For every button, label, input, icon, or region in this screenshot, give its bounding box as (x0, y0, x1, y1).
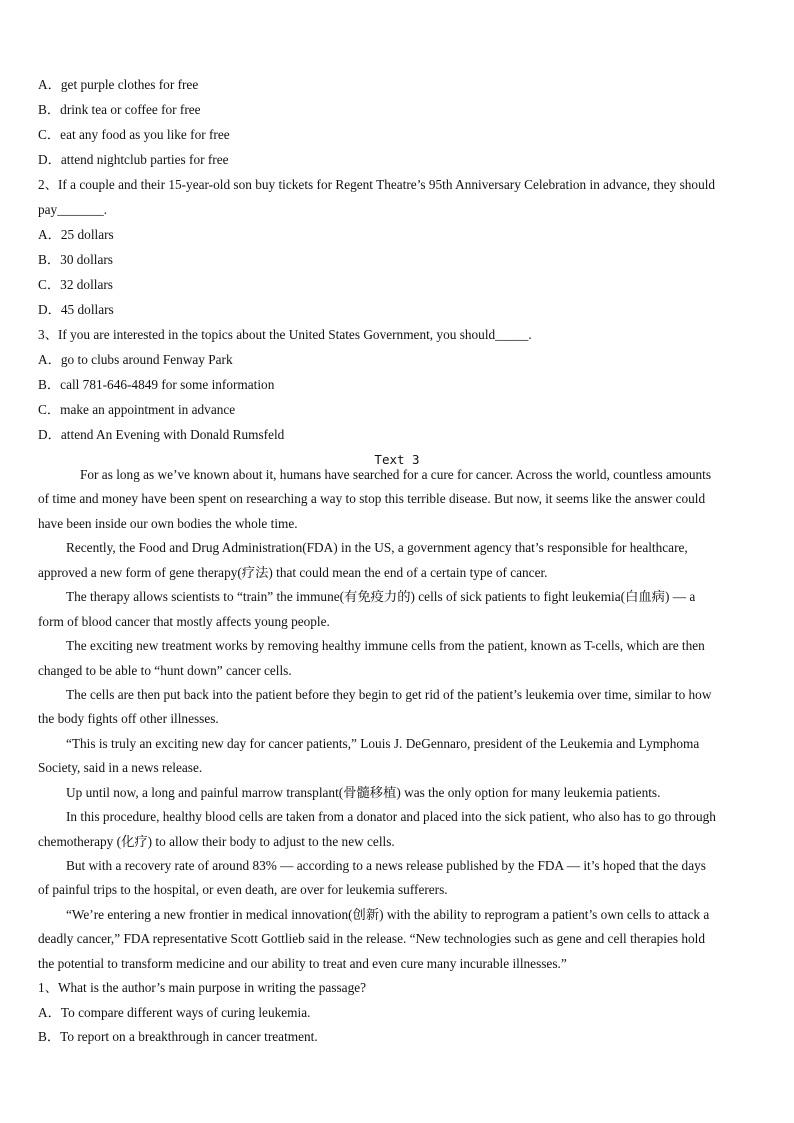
passage-line: of time and money have been spent on researching a way to stop this terrible disease. But now, it seems like the answer could (38, 491, 706, 507)
answer-option: A．25 dollars (38, 227, 114, 242)
previous-questions (38, 72, 758, 447)
passage-line: “This is truly an exciting new day for cancer patients,” Louis J. DeGennaro, president of the Leukemia and Lymphoma (66, 735, 700, 751)
answer-option: B．call 781-646-4849 for some information (38, 377, 275, 392)
answer-option: A．go to clubs around Fenway Park (38, 352, 233, 367)
passage-text-3 (38, 463, 758, 1050)
answer-option: B．30 dollars (38, 252, 113, 267)
passage-line: The therapy allows scientists to “train” the immune(有免疫力的) cells of sick patients to fight leukemia(白血病) — a (66, 589, 696, 605)
passage-line: “We’re entering a new frontier in medical innovation(创新) with the ability to reprogram a patient’s own cells to attack a (66, 906, 710, 922)
answer-option: B．To report on a breakthrough in cancer treatment. (38, 1029, 318, 1045)
answer-option: D．attend An Evening with Donald Rumsfeld (38, 427, 285, 442)
answer-option: B．drink tea or coffee for free (38, 102, 201, 117)
answer-option: A．To compare different ways of curing leukemia. (38, 1004, 311, 1020)
passage-line: The exciting new treatment works by removing healthy immune cells from the patient, known as T-cells, which are then (66, 638, 705, 654)
passage-line: changed to be able to “hunt down” cancer cells. (38, 662, 292, 678)
passage-line: form of blood cancer that mostly affects young people. (38, 613, 330, 629)
passage-line: the potential to transform medicine and our ability to treat and even cure many incurable illnesses.” (38, 955, 567, 971)
answer-option: C．eat any food as you like for free (38, 127, 230, 142)
passage-line: For as long as we’ve known about it, humans have searched for a cure for cancer. Across the world, countless amounts (80, 467, 712, 482)
passage-line: the body fights off other illnesses. (38, 711, 219, 727)
question-text: 1、What is the author’s main purpose in writing the passage? (38, 980, 367, 996)
answer-option: C．make an appointment in advance (38, 402, 236, 417)
passage-line: have been inside our own bodies the whole time. (38, 515, 298, 531)
question-text: pay_______. (38, 202, 108, 217)
passage-line: of painful trips to the hospital, or even death, are over for leukemia sufferers. (38, 882, 448, 898)
answer-option: D．attend nightclub parties for free (38, 152, 229, 167)
passage-line: approved a new form of gene therapy(疗法) that could mean the end of a certain type of cancer. (38, 564, 548, 580)
passage-line: chemotherapy (化疗) to allow their body to adjust to the new cells. (38, 833, 395, 849)
passage-line: But with a recovery rate of around 83% — according to a news release published by the FDA — it’s hoped that the days (66, 858, 706, 873)
question-text: 2、If a couple and their 15-year-old son buy tickets for Regent Theatre’s 95th Anniversary Celebration in advance, they should (38, 177, 716, 192)
question-text: 3、If you are interested in the topics about the United States Government, you should_____. (38, 327, 532, 342)
passage-line: In this procedure, healthy blood cells are taken from a donator and placed into the sick patient, who also has to go through (66, 809, 716, 825)
answer-option: C．32 dollars (38, 277, 113, 292)
passage-line: Society, said in a news release. (38, 760, 203, 776)
answer-option: A．get purple clothes for free (38, 77, 199, 92)
section-title: Text 3 (374, 452, 420, 467)
passage-line: Recently, the Food and Drug Administration(FDA) in the US, a government agency that’s responsible for healthcare, (66, 540, 688, 556)
passage-line: The cells are then put back into the patient before they begin to get rid of the patient’s leukemia over time, similar to how (66, 686, 712, 702)
answer-option: D．45 dollars (38, 302, 114, 317)
passage-line: deadly cancer,” FDA representative Scott Gottlieb said in the release. “New technologies such as gene and cell therapies hold (38, 931, 706, 947)
passage-line: Up until now, a long and painful marrow transplant(骨髓移植) was the only option for many leukemia patients. (66, 784, 661, 800)
